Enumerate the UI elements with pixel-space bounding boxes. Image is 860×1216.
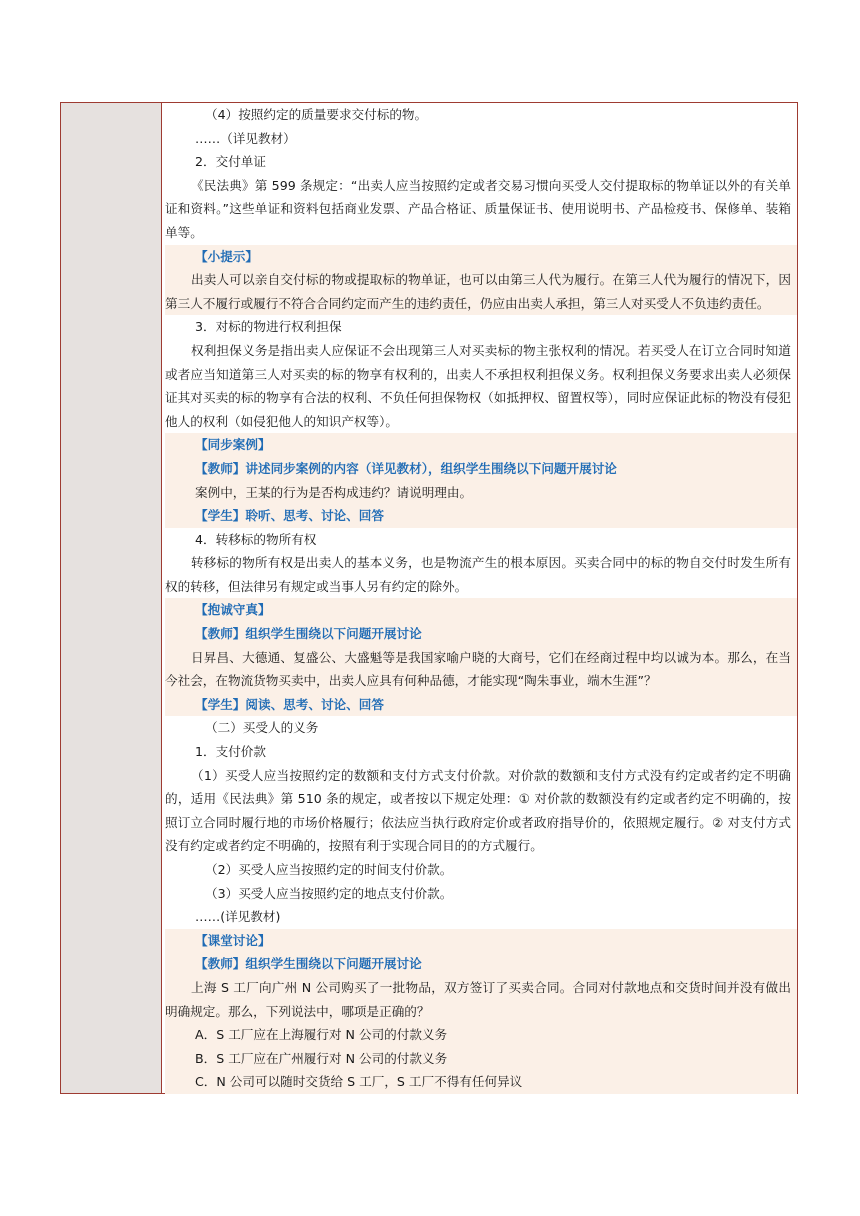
table-frame <box>60 102 798 1094</box>
discussion-title: 【课堂讨论】 <box>195 932 271 948</box>
discussion-block <box>165 929 797 1094</box>
tip-block <box>165 245 797 316</box>
case-block <box>165 433 797 527</box>
text-line: 2．交付单证 <box>195 154 266 170</box>
text-line: （3）买受人应当按照约定的地点支付价款。 <box>205 885 453 901</box>
option-a: A．S 工厂应在上海履行对 N 公司的付款义务 <box>195 1027 448 1043</box>
honest-student: 【学生】阅读、思考、讨论、回答 <box>195 696 384 712</box>
case-title: 【同步案例】 <box>195 437 271 453</box>
discussion-teacher: 【教师】组织学生围绕以下问题开展讨论 <box>195 956 422 972</box>
text-line: （2）买受人应当按照约定的时间支付价款。 <box>205 862 453 877</box>
honest-text: 日昇昌、大德通、复盛公、大盛魁等是我国家喻户晓的大商号，它们在经商过程中均以诚为本。那么，在当今社会，在物流货物买卖中，出卖人应具有何种品德，才能实现“陶朱事业，端木生涯”？ <box>165 649 791 689</box>
case-question: 案例中，王某的行为是否构成违约？请说明理由。 <box>195 484 473 500</box>
text-line: 4．转移标的物所有权 <box>195 531 317 547</box>
content-cell <box>163 103 797 1094</box>
text-line: （二）买受人的义务 <box>205 720 319 736</box>
paragraph: 《民法典》第 599 条规定：“出卖人应当按照约定或者交易习惯向买受人交付提取标的物单证以外的有关单证和资料。”这些单证和资料包括商业发票、产品合格证、质量保证书、使用说明书、产品检疫书、保修单、装箱单等。 <box>165 177 791 240</box>
text-line: （4）按照约定的质量要求交付标的物。 <box>205 107 428 122</box>
case-student: 【学生】聆听、思考、讨论、回答 <box>195 508 384 524</box>
paragraph: （1）买受人应当按照约定的数额和支付方式支付价款。对价款的数额和支付方式没有约定或者约定不明确的，适用《民法典》第 510 条的规定，或者按以下规定处理：① 对价款的数额没有约定或者约定不明确的，按照订立合同时履行地的市场价格履行；依法应当执行政府定价或者政府指导价的，依照规定履行。② 对支付方式没有约定或者约定不明确的，按照有利于实现合同目的的方式履行。 <box>165 767 791 854</box>
text-line: 3．对标的物进行权利担保 <box>195 319 342 335</box>
text-line: 1．支付价款 <box>195 744 266 760</box>
tip-title: 【小提示】 <box>195 248 258 264</box>
option-b: B．S 工厂应在广州履行对 N 公司的付款义务 <box>195 1050 448 1066</box>
tip-text: 出卖人可以亲自交付标的物或提取标的物单证，也可以由第三人代为履行。在第三人代为履行的情况下，因第三人不履行或履行不符合合同约定而产生的违约责任，仍应由出卖人承担，第三人对买受人不负违约责任。 <box>165 272 791 311</box>
text-line: ……（详见教材） <box>195 130 296 146</box>
case-teacher: 【教师】讲述同步案例的内容（详见教材），组织学生围绕以下问题开展讨论 <box>195 460 617 476</box>
text-line: ……(详见教材) <box>195 909 281 925</box>
honest-block <box>165 598 797 716</box>
left-column <box>61 103 162 1093</box>
honest-teacher: 【教师】组织学生围绕以下问题开展讨论 <box>195 626 422 642</box>
paragraph: 转移标的物所有权是出卖人的基本义务，也是物流产生的根本原因。买卖合同中的标的物自交付时发生所有权的转移，但法律另有规定或当事人另有约定的除外。 <box>165 555 791 594</box>
paragraph: 权利担保义务是指出卖人应保证不会出现第三人对买卖标的物主张权利的情况。若买受人在订立合同时知道或者应当知道第三人对买卖的标的物享有权利的，出卖人不承担权利担保义务。权利担保义务要求出卖人必须保证其对买卖的标的物享有合法的权利、不负任何担保物权（如抵押权、留置权等），同时应保证此标的物没有侵犯他人的权利（如侵犯他人的知识产权等）。 <box>165 342 791 429</box>
discussion-text: 上海 S 工厂向广州 N 公司购买了一批物品，双方签订了买卖合同。合同对付款地点和交货时间并没有做出明确规定。那么，下列说法中，哪项是正确的？ <box>165 979 791 1019</box>
option-c: C．N 公司可以随时交货给 S 工厂，S 工厂不得有任何异议 <box>195 1074 523 1090</box>
honest-title: 【抱诚守真】 <box>195 602 271 618</box>
